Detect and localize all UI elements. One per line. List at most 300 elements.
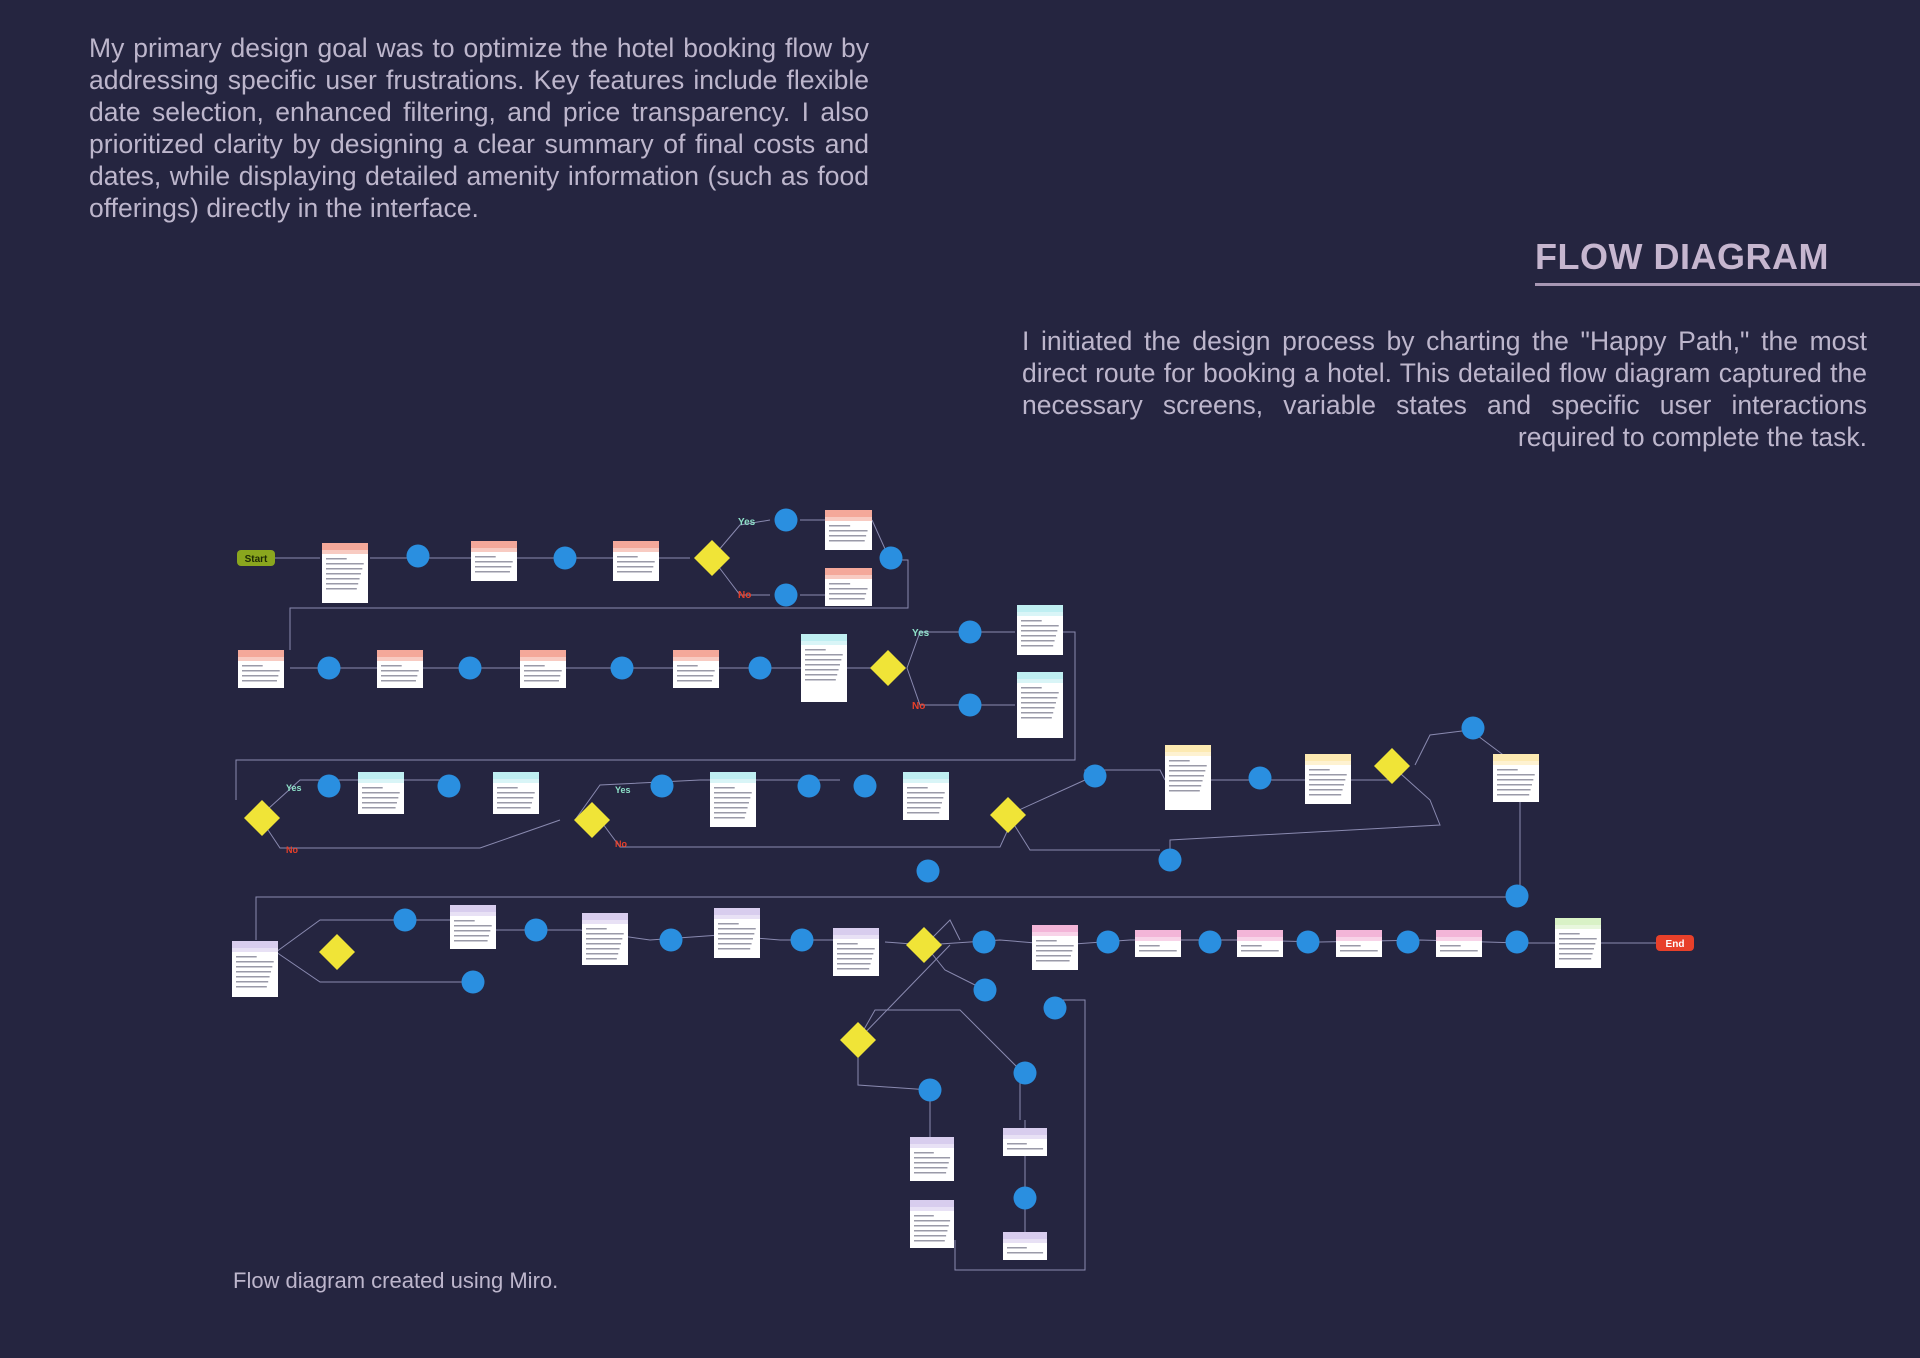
screen-text-line: [617, 571, 652, 573]
screen-subheader: [322, 550, 368, 554]
screen-text-line: [242, 680, 277, 682]
screen-text-line: [586, 938, 622, 940]
decision-node: [990, 797, 1026, 833]
action-node: [438, 775, 461, 798]
screen-text-line: [236, 981, 268, 983]
screen-subheader: [673, 657, 719, 661]
screen-header: [1032, 925, 1078, 932]
screen-header: [910, 1137, 954, 1144]
screen-header: [825, 510, 872, 517]
intro-paragraph: My primary design goal was to optimize the hotel booking flow by addressing specific user frustrations. Key features include flexible date selection, enhanced filtering, and price transparency. I also prioritized clarity by designing a clear summary of final costs and dates, while displaying detailed amenity information (such as food offerings) directly in the interface.: [89, 33, 869, 223]
screen-text-line: [805, 654, 843, 656]
screen-text-line: [236, 966, 272, 968]
screen-text-line: [326, 558, 347, 560]
connector-line: [1008, 815, 1160, 850]
screen-header: [1336, 930, 1382, 937]
action-node: [854, 775, 877, 798]
screen-subheader: [833, 935, 879, 939]
screen-header: [1003, 1128, 1047, 1135]
action-node: [1159, 849, 1182, 872]
screen-text-line: [907, 797, 943, 799]
screen-node: [801, 634, 847, 702]
screen-subheader: [582, 920, 628, 924]
screen-node: [825, 568, 872, 606]
screen-header: [493, 772, 539, 779]
screen-header: [1493, 754, 1539, 761]
action-node: [917, 860, 940, 883]
decision-node: [694, 540, 730, 576]
screen-text-line: [714, 812, 746, 814]
screen-subheader: [1237, 937, 1283, 941]
screen-text-line: [454, 925, 492, 927]
screen-header: [358, 772, 404, 779]
no-label: No: [286, 845, 298, 855]
screen-text-line: [236, 956, 257, 958]
screen-text-line: [1036, 945, 1074, 947]
yes-label: Yes: [912, 628, 930, 639]
screen-header: [232, 941, 278, 948]
screen-node: [1003, 1128, 1047, 1156]
screen-text-line: [1021, 697, 1057, 699]
screen-subheader: [710, 779, 756, 783]
action-node: [1506, 885, 1529, 908]
screen-text-line: [914, 1172, 946, 1174]
screen-text-line: [718, 938, 753, 940]
screen-text-line: [475, 571, 510, 573]
screen-header: [673, 650, 719, 657]
screen-text-line: [1021, 620, 1042, 622]
screen-text-line: [1036, 950, 1072, 952]
screen-text-line: [805, 659, 841, 661]
screen-text-line: [362, 797, 398, 799]
screen-text-line: [805, 649, 826, 651]
screen-text-line: [677, 675, 713, 677]
screen-node: [910, 1137, 954, 1181]
screen-node: [1135, 930, 1181, 957]
screen-header: [833, 928, 879, 935]
screen-subheader: [377, 657, 423, 661]
action-node: [651, 775, 674, 798]
action-node: [974, 979, 997, 1002]
end-label: End: [1665, 939, 1685, 950]
screen-text-line: [829, 593, 866, 595]
screen-text-line: [914, 1225, 949, 1227]
screen-subheader: [238, 657, 284, 661]
screen-text-line: [718, 943, 752, 945]
screen-text-line: [454, 930, 490, 932]
screen-header: [377, 650, 423, 657]
screen-text-line: [1440, 945, 1461, 947]
screen-text-line: [714, 792, 752, 794]
action-node: [1014, 1062, 1037, 1085]
screen-subheader: [358, 779, 404, 783]
decision-node: [244, 800, 280, 836]
screen-text-line: [714, 797, 750, 799]
screen-text-line: [907, 792, 945, 794]
screen-node: [377, 650, 423, 688]
screen-text-line: [837, 953, 873, 955]
screen-header: [1436, 930, 1482, 937]
screen-header: [714, 908, 760, 915]
screen-text-line: [1036, 955, 1071, 957]
screen-node: [673, 650, 719, 688]
screen-text-line: [1169, 790, 1200, 792]
screen-node: [582, 913, 628, 965]
screen-text-line: [586, 958, 617, 960]
screen-node: [471, 541, 517, 581]
screen-node: [322, 543, 368, 603]
action-node: [1097, 931, 1120, 954]
screen-text-line: [1559, 933, 1580, 935]
screen-text-line: [326, 583, 358, 585]
screen-header: [1135, 930, 1181, 937]
screen-text-line: [914, 1240, 945, 1242]
screen-text-line: [381, 665, 402, 667]
screen-subheader: [825, 575, 872, 579]
screen-text-line: [242, 665, 263, 667]
screen-subheader: [1017, 612, 1063, 616]
screen-text-line: [524, 680, 559, 682]
screen-text-line: [1559, 938, 1597, 940]
screen-text-line: [475, 561, 513, 563]
screen-header: [1017, 605, 1063, 612]
screen-subheader: [903, 779, 949, 783]
screen-text-line: [1309, 779, 1345, 781]
screen-text-line: [1497, 784, 1532, 786]
decision-node: [574, 802, 610, 838]
screen-text-line: [805, 664, 840, 666]
screen-text-line: [829, 525, 850, 527]
screen-text-line: [914, 1220, 950, 1222]
screen-node: [1555, 918, 1601, 968]
screen-text-line: [677, 670, 715, 672]
screen-subheader: [801, 641, 847, 645]
action-node: [1199, 931, 1222, 954]
screen-header: [450, 905, 496, 912]
screen-text-line: [362, 802, 397, 804]
yes-label: Yes: [286, 783, 302, 793]
screen-text-line: [714, 807, 748, 809]
screen-header: [322, 543, 368, 550]
screen-text-line: [454, 940, 488, 942]
start-label: Start: [244, 554, 268, 565]
action-node: [462, 971, 485, 994]
screen-text-line: [837, 963, 871, 965]
action-node: [407, 545, 430, 568]
screen-text-line: [362, 792, 400, 794]
screen-text-line: [326, 588, 357, 590]
screen-text-line: [326, 578, 360, 580]
screen-node: [613, 541, 659, 581]
screen-header: [903, 772, 949, 779]
screen-text-line: [1021, 692, 1059, 694]
screen-text-line: [1021, 707, 1055, 709]
screen-text-line: [1241, 950, 1279, 952]
screen-text-line: [1169, 760, 1190, 762]
screen-subheader: [910, 1207, 954, 1211]
screen-text-line: [805, 679, 836, 681]
screen-header: [238, 650, 284, 657]
section-description: I initiated the design process by charting the "Happy Path," the most direct route for booking a hotel. This detailed flow diagram captured the necessary screens, variable states and specific user interactions required to complete the task.: [1022, 326, 1867, 452]
screen-node: [1436, 930, 1482, 957]
screen-text-line: [524, 665, 545, 667]
connector-line: [260, 818, 560, 848]
screen-header: [1017, 672, 1063, 679]
screen-text-line: [1007, 1247, 1027, 1249]
action-node: [318, 657, 341, 680]
screen-text-line: [907, 807, 941, 809]
screen-subheader: [1017, 679, 1063, 683]
screen-node: [1032, 925, 1078, 970]
screen-text-line: [837, 948, 875, 950]
screen-text-line: [1340, 945, 1361, 947]
screen-text-line: [1021, 717, 1052, 719]
action-node: [798, 775, 821, 798]
screen-header: [613, 541, 659, 548]
action-node: [525, 919, 548, 942]
screen-text-line: [1497, 789, 1531, 791]
screen-text-line: [1036, 940, 1057, 942]
screen-text-line: [475, 566, 511, 568]
screen-node: [710, 772, 756, 827]
screen-text-line: [914, 1167, 947, 1169]
connector-line: [858, 1010, 1020, 1120]
screen-text-line: [1169, 785, 1201, 787]
screen-text-line: [907, 802, 942, 804]
screen-subheader: [1003, 1135, 1047, 1139]
action-node: [1014, 1187, 1037, 1210]
section-title: FLOW DIAGRAM: [1535, 236, 1829, 277]
screen-text-line: [914, 1230, 947, 1232]
node-layer: [232, 509, 1601, 1261]
action-node: [394, 909, 417, 932]
screen-text-line: [1036, 960, 1070, 962]
screen-node: [903, 772, 949, 820]
screen-text-line: [617, 556, 638, 558]
screen-text-line: [829, 583, 850, 585]
end-terminal: [1656, 935, 1694, 951]
screen-node: [1165, 745, 1211, 810]
screen-text-line: [677, 665, 698, 667]
screen-text-line: [829, 540, 865, 542]
screen-text-line: [454, 920, 475, 922]
screen-text-line: [475, 556, 496, 558]
screen-text-line: [914, 1157, 950, 1159]
screen-node: [358, 772, 404, 814]
screen-text-line: [1309, 784, 1344, 786]
screen-text-line: [805, 669, 839, 671]
screen-text-line: [907, 812, 939, 814]
decision-node: [870, 650, 906, 686]
decision-node: [906, 927, 942, 963]
screen-text-line: [1139, 945, 1160, 947]
screen-text-line: [914, 1235, 946, 1237]
screen-node: [1017, 605, 1063, 655]
screen-text-line: [236, 986, 267, 988]
screen-text-line: [586, 933, 624, 935]
screen-text-line: [829, 598, 865, 600]
screen-text-line: [907, 787, 928, 789]
yes-label: Yes: [738, 517, 756, 528]
screen-text-line: [718, 923, 739, 925]
screen-subheader: [1493, 761, 1539, 765]
action-node: [775, 509, 798, 532]
screen-subheader: [232, 948, 278, 952]
connector-line: [600, 820, 1010, 847]
action-node: [611, 657, 634, 680]
screen-text-line: [1169, 780, 1203, 782]
screen-subheader: [613, 548, 659, 552]
screen-text-line: [677, 680, 712, 682]
screen-text-line: [714, 802, 749, 804]
no-label: No: [738, 590, 752, 601]
screen-text-line: [617, 561, 655, 563]
action-node: [1506, 931, 1529, 954]
screen-text-line: [617, 566, 653, 568]
screen-text-line: [1309, 769, 1330, 771]
screen-text-line: [586, 948, 620, 950]
decision-node: [319, 934, 355, 970]
screen-text-line: [381, 675, 417, 677]
action-node: [959, 694, 982, 717]
screen-text-line: [1007, 1252, 1043, 1254]
screen-node: [238, 650, 284, 688]
action-node: [660, 929, 683, 952]
screen-text-line: [914, 1152, 934, 1154]
screen-text-line: [829, 530, 868, 532]
screen-text-line: [524, 675, 560, 677]
screen-header: [1165, 745, 1211, 752]
screen-subheader: [910, 1144, 954, 1148]
screen-subheader: [1135, 937, 1181, 941]
action-node: [1044, 997, 1067, 1020]
screen-text-line: [718, 933, 754, 935]
screen-node: [493, 772, 539, 814]
screen-header: [520, 650, 566, 657]
screen-subheader: [1336, 937, 1382, 941]
screen-text-line: [586, 943, 621, 945]
screen-text-line: [1021, 687, 1042, 689]
screen-text-line: [1497, 779, 1533, 781]
screen-subheader: [471, 548, 517, 552]
connector-line: [290, 520, 908, 650]
action-node: [919, 1079, 942, 1102]
screen-text-line: [497, 792, 535, 794]
screen-text-line: [837, 968, 869, 970]
screen-text-line: [497, 797, 533, 799]
screen-text-line: [1007, 1143, 1027, 1145]
screen-text-line: [1497, 794, 1529, 796]
action-node: [880, 547, 903, 570]
screen-text-line: [1021, 635, 1056, 637]
screen-node: [910, 1200, 954, 1248]
diagram-caption: Flow diagram created using Miro.: [233, 1268, 559, 1293]
terminal-layer: [237, 550, 1694, 951]
screen-text-line: [326, 568, 362, 570]
screen-node: [825, 510, 872, 550]
screen-node: [1493, 754, 1539, 802]
action-node: [1462, 717, 1485, 740]
screen-text-line: [497, 787, 518, 789]
action-node: [554, 547, 577, 570]
screen-subheader: [1032, 932, 1078, 936]
no-label: No: [615, 839, 627, 849]
screen-header: [710, 772, 756, 779]
screen-node: [1305, 754, 1351, 804]
screen-subheader: [1003, 1239, 1047, 1243]
action-node: [791, 929, 814, 952]
screen-subheader: [493, 779, 539, 783]
screen-text-line: [586, 928, 607, 930]
screen-text-line: [1340, 950, 1378, 952]
screen-text-line: [1021, 712, 1053, 714]
screen-text-line: [236, 976, 270, 978]
screen-text-line: [1559, 953, 1593, 955]
screen-text-line: [236, 961, 274, 963]
screen-text-line: [381, 670, 419, 672]
screen-text-line: [454, 935, 489, 937]
action-node: [1084, 765, 1107, 788]
screen-node: [520, 650, 566, 688]
screen-text-line: [497, 807, 531, 809]
screen-text-line: [1309, 774, 1347, 776]
connector-line: [276, 952, 470, 982]
screen-node: [1017, 672, 1063, 738]
screen-text-line: [1497, 769, 1518, 771]
screen-text-line: [362, 787, 383, 789]
screen-text-line: [1021, 625, 1059, 627]
screen-text-line: [1139, 950, 1177, 952]
screen-text-line: [1169, 775, 1204, 777]
screen-subheader: [1305, 761, 1351, 765]
decision-node: [1374, 748, 1410, 784]
screen-text-line: [524, 670, 562, 672]
action-node: [1297, 931, 1320, 954]
screen-subheader: [1165, 752, 1211, 756]
connector-line: [276, 920, 450, 952]
screen-text-line: [1241, 945, 1262, 947]
start-terminal: [237, 550, 275, 566]
screen-text-line: [714, 787, 735, 789]
screen-subheader: [1555, 925, 1601, 929]
screen-text-line: [242, 675, 278, 677]
screen-text-line: [1021, 702, 1056, 704]
screen-text-line: [1559, 958, 1591, 960]
action-node: [973, 931, 996, 954]
yes-label: Yes: [615, 785, 631, 795]
action-node: [318, 775, 341, 798]
screen-node: [833, 928, 879, 976]
screen-node: [1336, 930, 1382, 957]
screen-node: [714, 908, 760, 958]
action-node: [775, 584, 798, 607]
screen-text-line: [1169, 765, 1207, 767]
screen-text-line: [586, 953, 618, 955]
action-node: [459, 657, 482, 680]
screen-node: [1237, 930, 1283, 957]
screen-node: [232, 941, 278, 997]
screen-text-line: [1440, 950, 1478, 952]
screen-header: [801, 634, 847, 641]
action-node: [959, 621, 982, 644]
screen-text-line: [829, 535, 866, 537]
screen-text-line: [1497, 774, 1535, 776]
screen-subheader: [520, 657, 566, 661]
screen-header: [582, 913, 628, 920]
screen-text-line: [914, 1215, 934, 1217]
screen-text-line: [326, 563, 364, 565]
screen-subheader: [714, 915, 760, 919]
